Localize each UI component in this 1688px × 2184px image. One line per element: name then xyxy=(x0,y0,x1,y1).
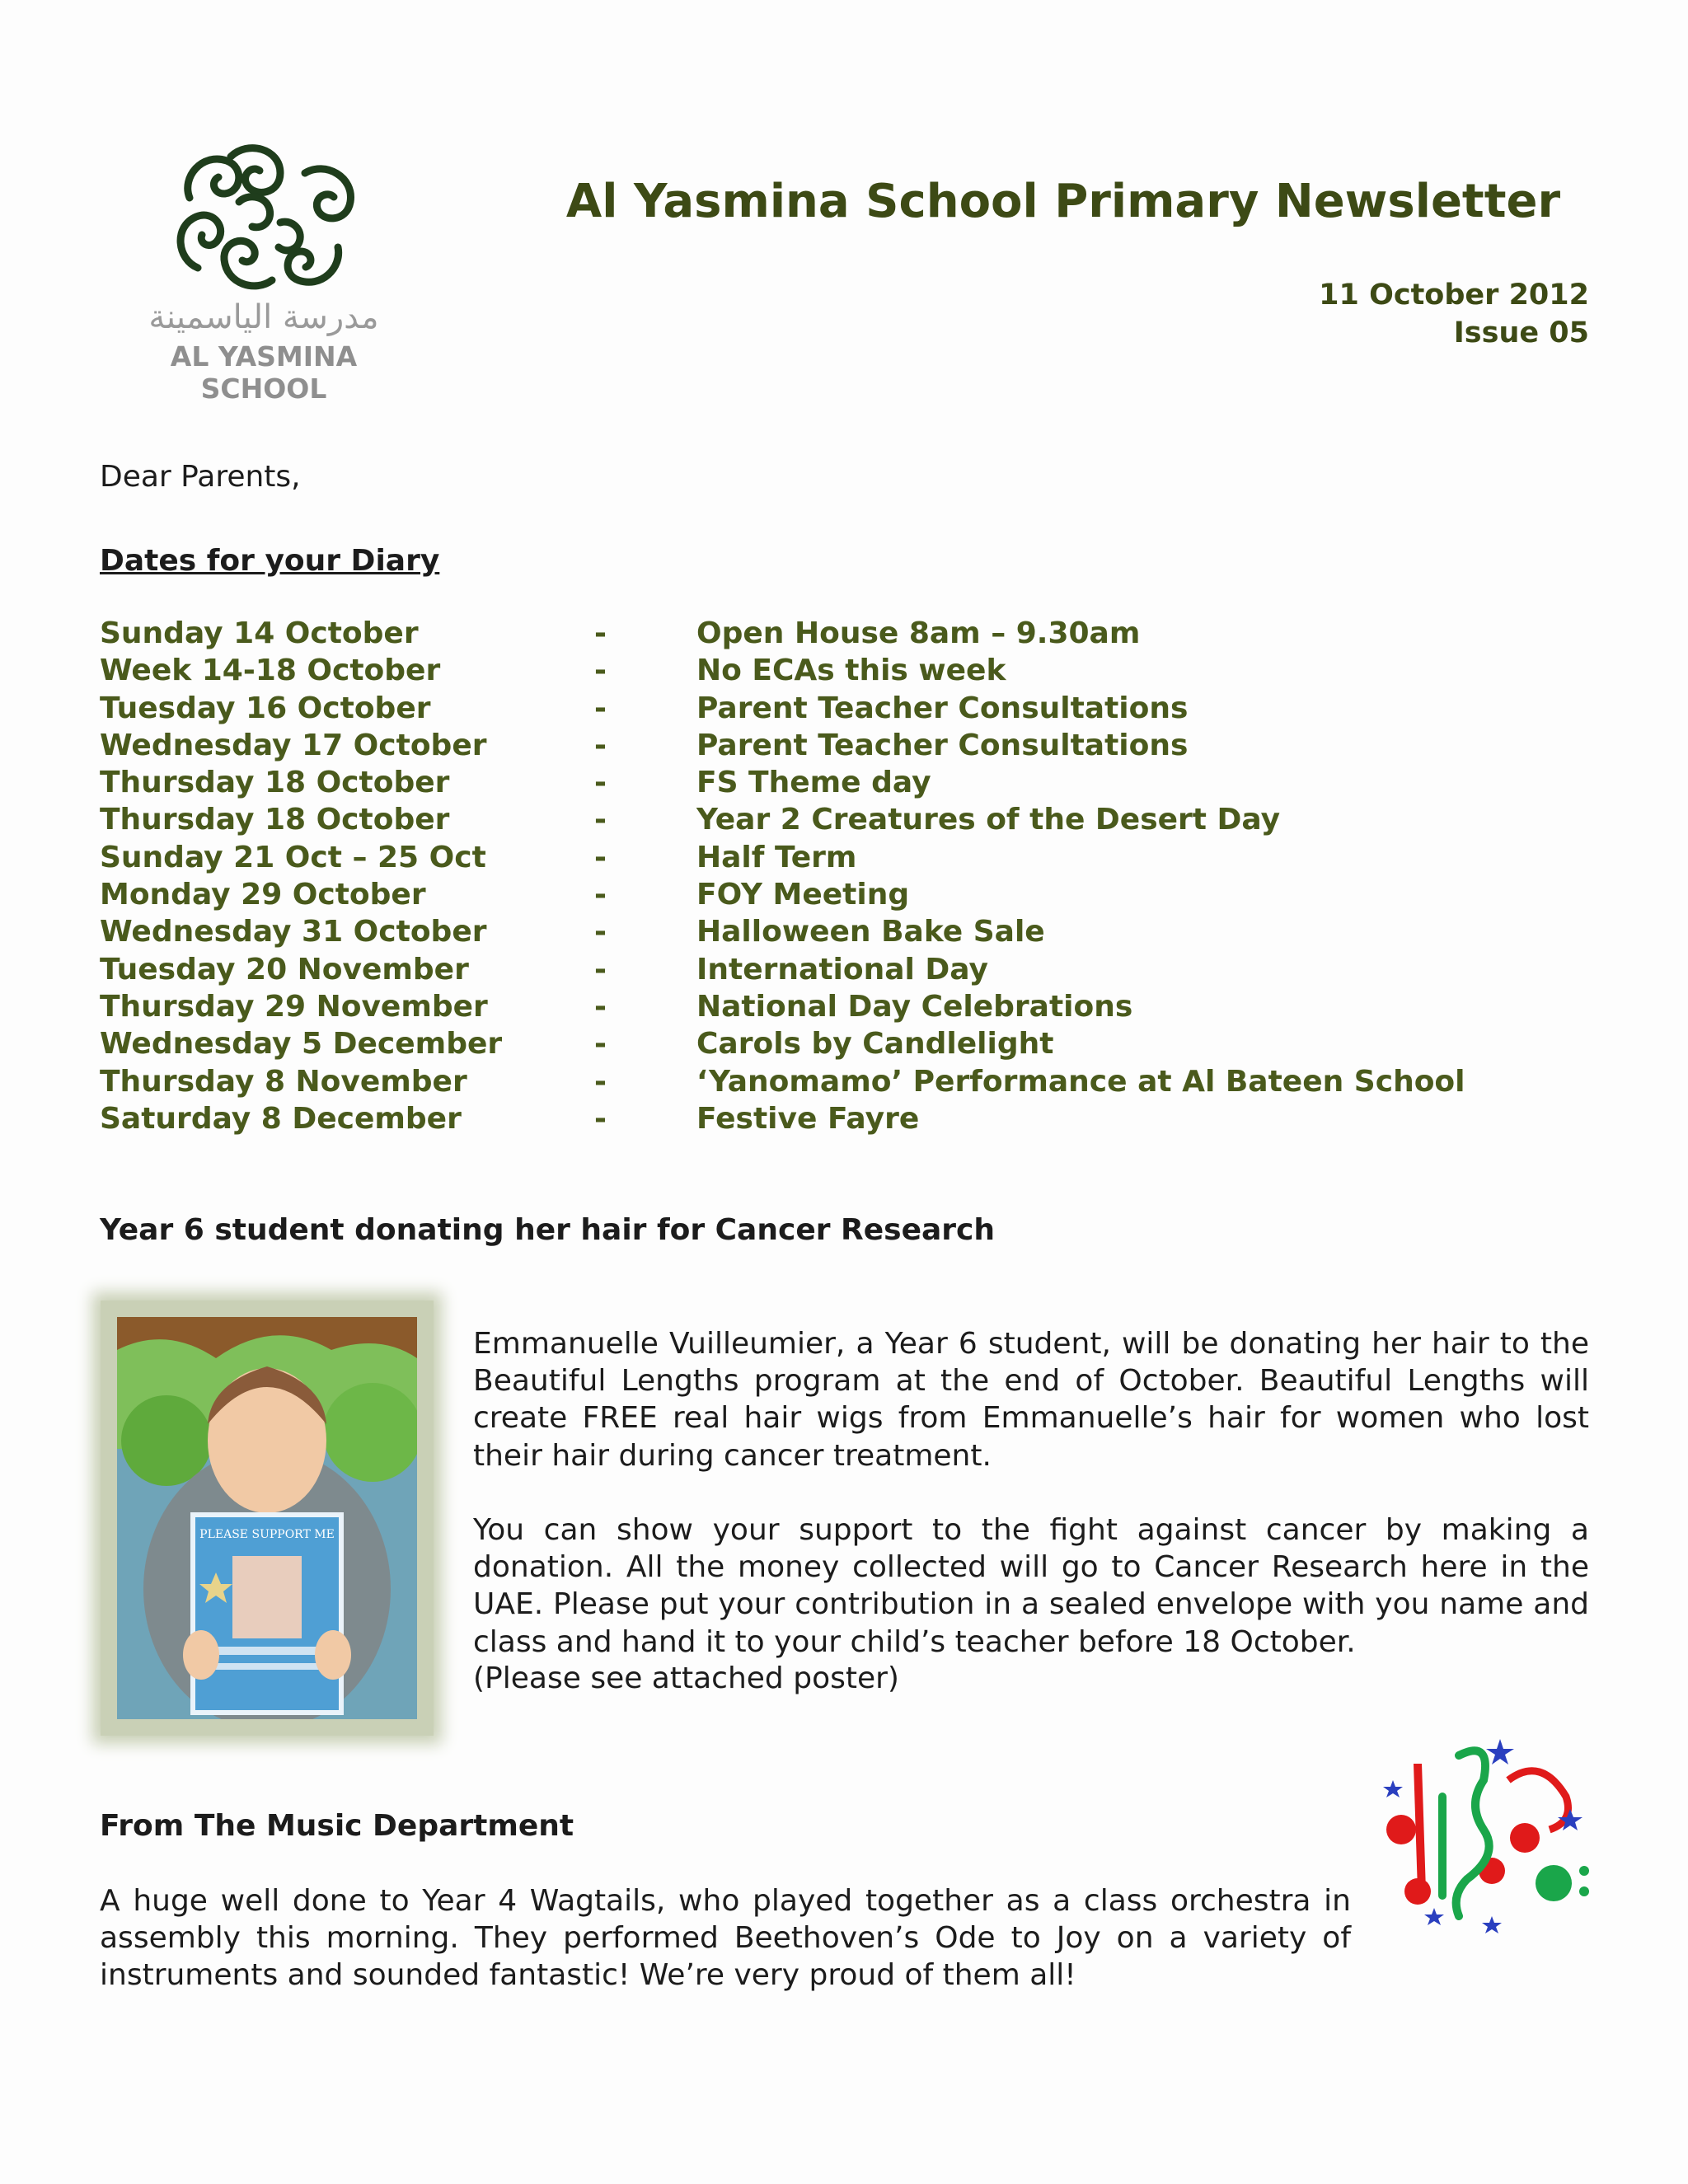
newsletter-title: Al Yasmina School Primary Newsletter xyxy=(565,175,1561,228)
music-heading: From The Music Department xyxy=(100,1809,574,1843)
diary-row xyxy=(100,1027,1583,1064)
diary-event: Halloween Bake Sale xyxy=(696,915,1045,949)
diary-separator: - xyxy=(594,766,607,800)
diary-separator: - xyxy=(594,728,607,762)
greeting: Dear Parents, xyxy=(100,460,301,494)
hair-paragraph-2: You can show your support to the fight against cancer by making a donation. All the money collected will go to Cancer Research here in the UAE. Please put your contribution in a sealed envelope with you name and class and hand it to your child’s teacher before 18 October. xyxy=(473,1513,1589,1659)
diary-row xyxy=(100,803,1583,840)
diary-date: Thursday 8 November xyxy=(100,1064,467,1099)
diary-separator: - xyxy=(594,1027,607,1062)
diary-heading: Dates for your Diary xyxy=(100,544,440,578)
diary-event: FS Theme day xyxy=(696,766,931,800)
diary-separator: - xyxy=(594,803,607,837)
hair-paragraph-1: Emmanuelle Vuilleumier, a Year 6 student, will be donating her hair to the Beautiful Lengths program at the end of October. Beautiful Lengths will create FREE real hair wigs from Emmanuelle’s hair for women who lost their hair during cancer treatment. xyxy=(473,1327,1589,1473)
diary-separator: - xyxy=(594,952,607,987)
diary-date: Tuesday 20 November xyxy=(100,952,469,987)
diary-list xyxy=(100,616,1583,1139)
diary-separator: - xyxy=(594,915,607,949)
diary-event: Festive Fayre xyxy=(696,1101,920,1136)
diary-separator: - xyxy=(594,989,607,1024)
diary-event: International Day xyxy=(696,952,988,987)
diary-separator: - xyxy=(594,878,607,912)
hair-donation-heading: Year 6 student donating her hair for Cancer Research xyxy=(100,1213,996,1247)
issue-meta xyxy=(1319,276,1589,352)
diary-event: National Day Celebrations xyxy=(696,989,1133,1024)
diary-date: Wednesday 17 October xyxy=(100,728,487,762)
diary-date: Thursday 18 October xyxy=(100,803,450,837)
diary-row xyxy=(100,915,1583,952)
music-notes-icon xyxy=(1368,1731,1599,1937)
diary-row xyxy=(100,691,1583,729)
issue-date: 11 October 2012 xyxy=(1319,279,1589,312)
diary-row xyxy=(100,766,1583,803)
diary-event: Open House 8am – 9.30am xyxy=(696,616,1141,650)
diary-event: Half Term xyxy=(696,840,857,874)
diary-separator: - xyxy=(594,616,607,650)
diary-date: Wednesday 5 December xyxy=(100,1027,503,1062)
diary-separator: - xyxy=(594,654,607,688)
diary-row xyxy=(100,616,1583,654)
diary-date: Thursday 29 November xyxy=(100,989,488,1024)
diary-date: Sunday 21 Oct – 25 Oct xyxy=(100,840,486,874)
poster-caption: PLEASE SUPPORT ME xyxy=(199,1528,335,1541)
diary-separator: - xyxy=(594,1101,607,1136)
diary-row xyxy=(100,990,1583,1027)
diary-event: Parent Teacher Consultations xyxy=(696,728,1189,762)
diary-event: No ECAs this week xyxy=(696,654,1006,688)
diary-row xyxy=(100,841,1583,878)
diary-event: Carols by Candlelight xyxy=(696,1027,1054,1062)
diary-date: Saturday 8 December xyxy=(100,1101,462,1136)
diary-row xyxy=(100,878,1583,915)
diary-date: Sunday 14 October xyxy=(100,616,419,650)
diary-separator: - xyxy=(594,1064,607,1099)
diary-date: Tuesday 16 October xyxy=(100,691,431,725)
hair-poster-note: (Please see attached poster) xyxy=(473,1661,899,1695)
diary-event: Parent Teacher Consultations xyxy=(696,691,1189,725)
diary-separator: - xyxy=(594,840,607,874)
diary-row xyxy=(100,654,1583,691)
issue-number: Issue 05 xyxy=(1453,316,1589,349)
diary-row xyxy=(100,1065,1583,1102)
diary-row xyxy=(100,729,1583,766)
diary-date: Thursday 18 October xyxy=(100,766,450,800)
diary-row xyxy=(100,953,1583,990)
logo-arabic-text: مدرسة الياسمينة xyxy=(148,298,379,336)
diary-date: Wednesday 31 October xyxy=(100,915,487,949)
diary-event: Year 2 Creatures of the Desert Day xyxy=(696,803,1281,837)
music-paragraph: A huge well done to Year 4 Wagtails, who played together as a class orchestra in assembly this morning. They performed Beethoven’s Ode to Joy on a variety of instruments and sounded fantastic! We’re very proud of them all! xyxy=(100,1884,1351,1993)
diary-event: FOY Meeting xyxy=(696,878,910,912)
diary-separator: - xyxy=(594,691,607,725)
diary-event: ‘Yanomamo’ Performance at Al Bateen School xyxy=(696,1064,1465,1099)
diary-row xyxy=(100,1102,1583,1139)
student-photo xyxy=(117,1317,417,1719)
diary-date: Monday 29 October xyxy=(100,878,426,912)
logo-english-text: AL YASMINA SCHOOL xyxy=(170,340,358,405)
diary-date: Week 14-18 October xyxy=(100,654,441,688)
